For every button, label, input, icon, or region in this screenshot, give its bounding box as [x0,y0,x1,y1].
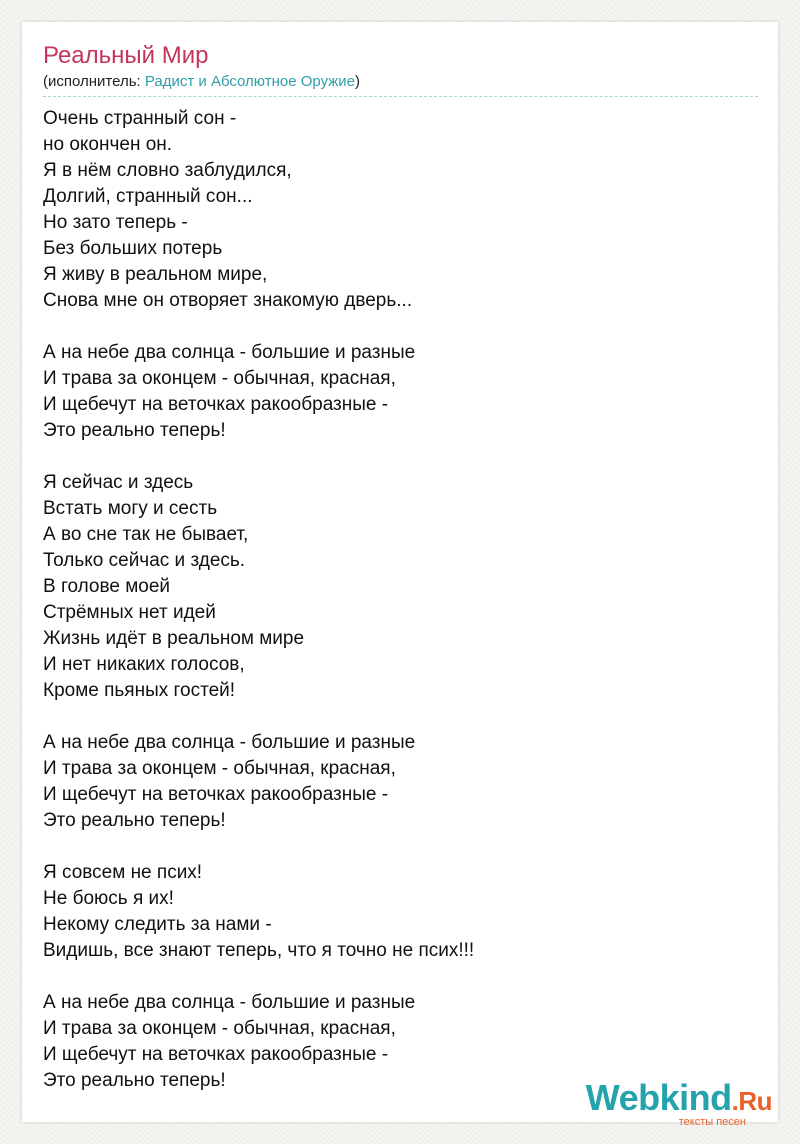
logo-tld: .Ru [731,1086,772,1116]
lyrics-line: Кроме пьяных гостей! [43,680,236,701]
lyrics-line: И трава за оконцем - обычная, красная, [43,1018,396,1039]
performer-line [43,73,758,91]
lyrics-stanza [43,730,758,834]
lyrics-line: И трава за оконцем - обычная, красная, [43,758,396,779]
site-logo[interactable] [585,1077,772,1128]
lyrics-line: Я живу в реальном мире, [43,264,268,285]
performer-suffix: ) [355,73,360,90]
lyrics-line: Жизнь идёт в реальном мире [43,628,305,649]
lyrics-line: И щебечут на веточках ракообразные - [43,394,389,415]
lyrics-line: Встать могу и сесть [43,498,218,519]
logo-wordmark [585,1077,772,1119]
lyrics-line: И щебечут на веточках ракообразные - [43,1044,389,1065]
lyrics-line: Это реально теперь! [43,810,226,831]
lyrics-line: Видишь, все знают теперь, что я точно не псих!!! [43,940,475,961]
lyrics-line: Я в нём словно заблудился, [43,160,292,181]
lyrics-stanza [43,340,758,444]
lyrics-line: А на небе два солнца - большие и разные [43,342,416,363]
lyrics-stanza [43,470,758,704]
lyrics-stanza [43,860,758,964]
lyrics-line: Я совсем не псих! [43,862,203,883]
lyrics-line: И нет никаких голосов, [43,654,245,675]
lyrics-line: Это реально теперь! [43,420,226,441]
lyrics-line: Снова мне он отворяет знакомую дверь... [43,290,413,311]
lyrics-line: Но зато теперь - [43,212,188,233]
lyrics-line: Без больших потерь [43,238,223,259]
lyrics-sheet [22,22,778,1122]
lyrics-line: А на небе два солнца - большие и разные [43,732,416,753]
logo-brand: Webkind [585,1077,732,1118]
lyrics-line: В голове моей [43,576,171,597]
title-divider [43,96,758,97]
logo-tagline: тексты песен [678,1116,746,1128]
lyrics-line: Долгий, странный сон... [43,186,253,207]
lyrics-line: Некому следить за нами - [43,914,272,935]
lyrics-line: Только сейчас и здесь. [43,550,246,571]
lyrics-line: Стрёмных нет идей [43,602,216,623]
lyrics-line: Это реально теперь! [43,1070,226,1091]
lyrics-line: Не боюсь я их! [43,888,174,909]
lyrics-line: но окончен он. [43,134,173,155]
lyrics-line: И щебечут на веточках ракообразные - [43,784,389,805]
lyrics-line: А во сне так не бывает, [43,524,249,545]
lyrics-body [43,106,758,1094]
lyrics-line: Я сейчас и здесь [43,472,194,493]
lyrics-stanza [43,106,758,314]
lyrics-line: Очень странный сон - [43,108,237,129]
lyrics-line: И трава за оконцем - обычная, красная, [43,368,396,389]
performer-prefix: (исполнитель: [43,73,145,90]
artist-link[interactable]: Радист и Абсолютное Оружие [144,73,355,90]
lyrics-line: А на небе два солнца - большие и разные [43,992,416,1013]
song-title: Реальный Мир [43,42,209,69]
